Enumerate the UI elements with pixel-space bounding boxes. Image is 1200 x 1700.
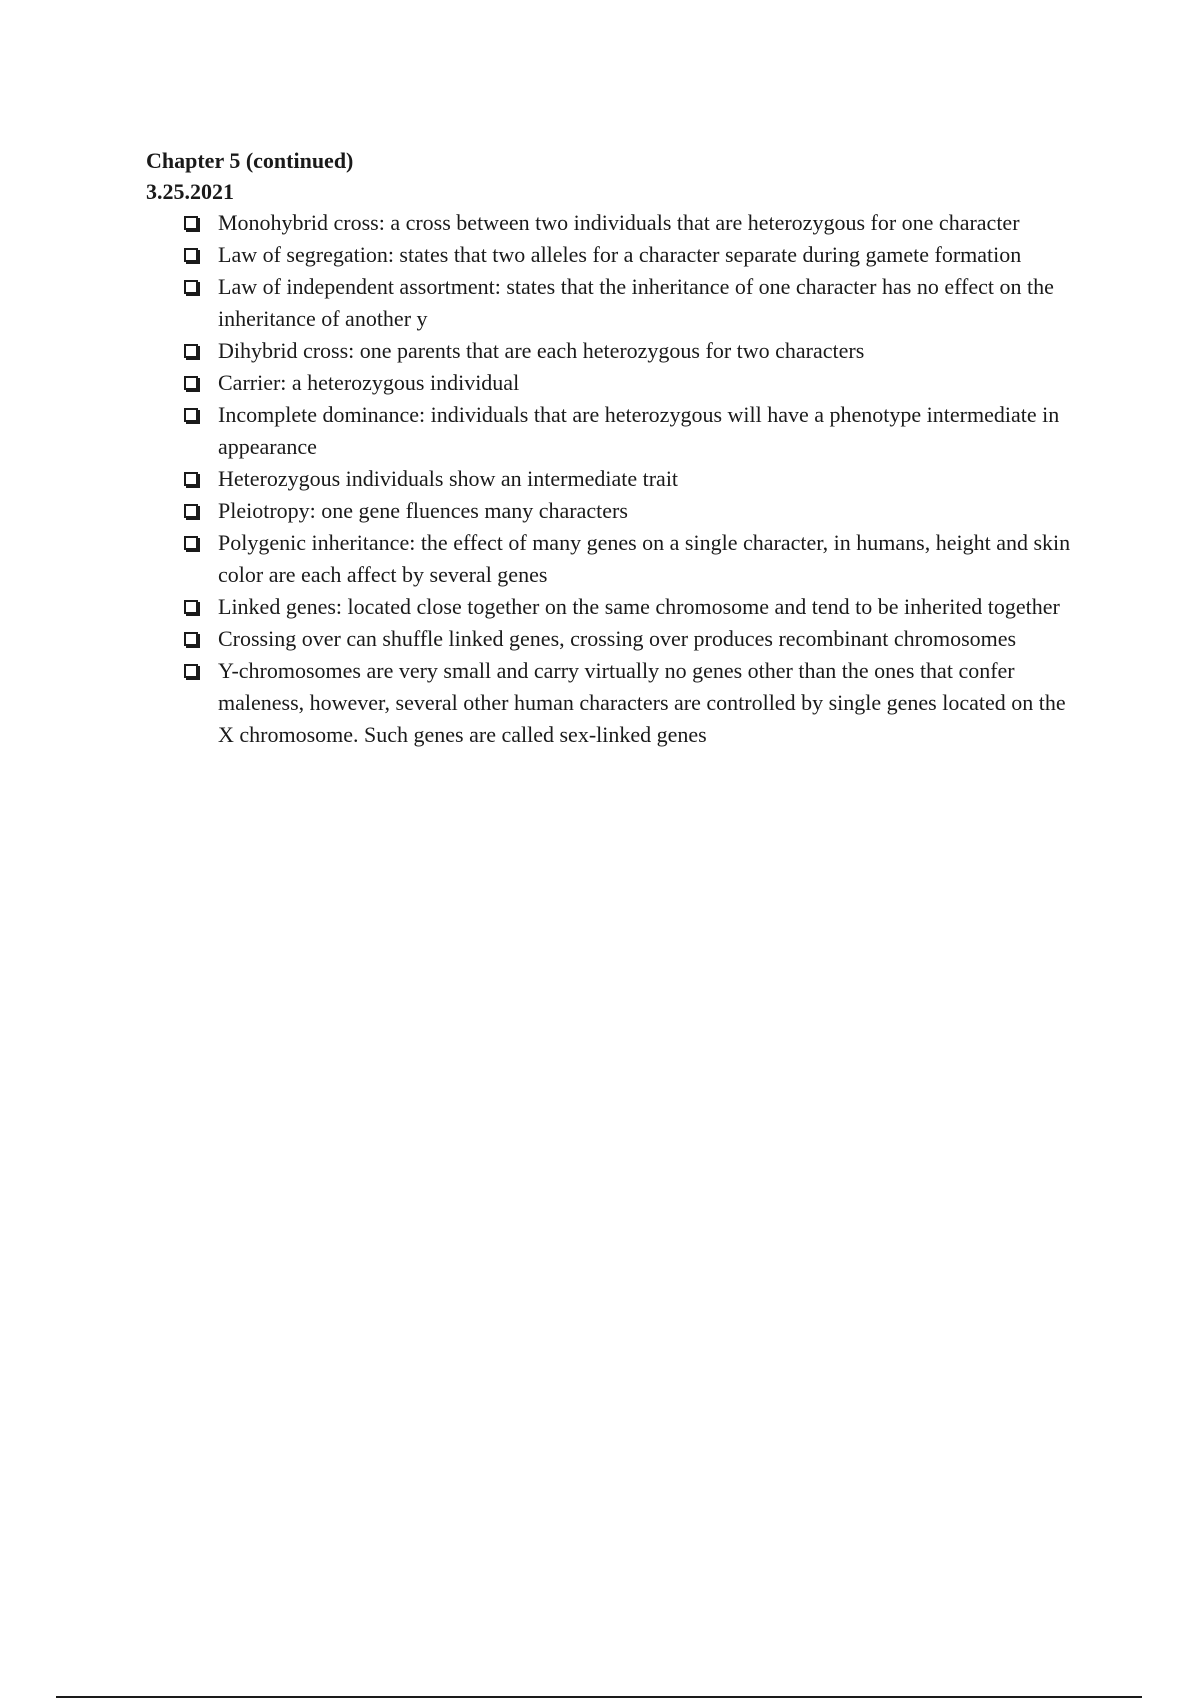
checkbox-square-icon [184, 472, 198, 486]
list-item [184, 527, 1086, 591]
note-text: Incomplete dominance: individuals that are heterozygous will have a phenotype intermediate in appearance [218, 402, 1060, 459]
list-item [184, 591, 1086, 623]
list-item [184, 623, 1086, 655]
document-body [146, 145, 1086, 751]
checkbox-square-icon [184, 248, 198, 262]
checkbox-square-icon [184, 280, 198, 294]
checkbox-square-icon [184, 376, 198, 390]
footer-divider [56, 1696, 1142, 1698]
checkbox-square-icon [184, 600, 198, 614]
note-text: Linked genes: located close together on the same chromosome and tend to be inherited together [218, 594, 1060, 619]
list-item [184, 207, 1086, 239]
note-text: Polygenic inheritance: the effect of many genes on a single character, in humans, height and skin color are each affect by several genes [218, 530, 1071, 587]
checkbox-square-icon [184, 216, 198, 230]
note-text: Carrier: a heterozygous individual [218, 370, 520, 395]
checkbox-square-icon [184, 408, 198, 422]
note-date: 3.25.2021 [146, 179, 234, 204]
checkbox-square-icon [184, 664, 198, 678]
list-item [184, 463, 1086, 495]
checkbox-square-icon [184, 344, 198, 358]
note-text: Y-chromosomes are very small and carry virtually no genes other than the ones that confer maleness, however, several other human characters are controlled by single genes located on the X chromosome. Such genes are called sex-linked genes [218, 658, 1066, 747]
checkbox-square-icon [184, 504, 198, 518]
checkbox-square-icon [184, 536, 198, 550]
note-text: Heterozygous individuals show an intermediate trait [218, 466, 679, 491]
list-item [184, 495, 1086, 527]
list-item [184, 239, 1086, 271]
note-text: Law of independent assortment: states that the inheritance of one character has no effect on the inheritance of another y [218, 274, 1054, 331]
list-item [184, 399, 1086, 463]
list-item [184, 271, 1086, 335]
note-text: Law of segregation: states that two alleles for a character separate during gamete formation [218, 242, 1022, 267]
note-text: Crossing over can shuffle linked genes, crossing over produces recombinant chromosomes [218, 626, 1017, 651]
note-text: Dihybrid cross: one parents that are each heterozygous for two characters [218, 338, 865, 363]
page-title: Chapter 5 (continued) [146, 148, 354, 173]
notes-list [146, 207, 1086, 751]
list-item [184, 655, 1086, 751]
checkbox-square-icon [184, 632, 198, 646]
note-text: Monohybrid cross: a cross between two individuals that are heterozygous for one character [218, 210, 1020, 235]
list-item [184, 367, 1086, 399]
list-item [184, 335, 1086, 367]
note-text: Pleiotropy: one gene fluences many characters [218, 498, 628, 523]
